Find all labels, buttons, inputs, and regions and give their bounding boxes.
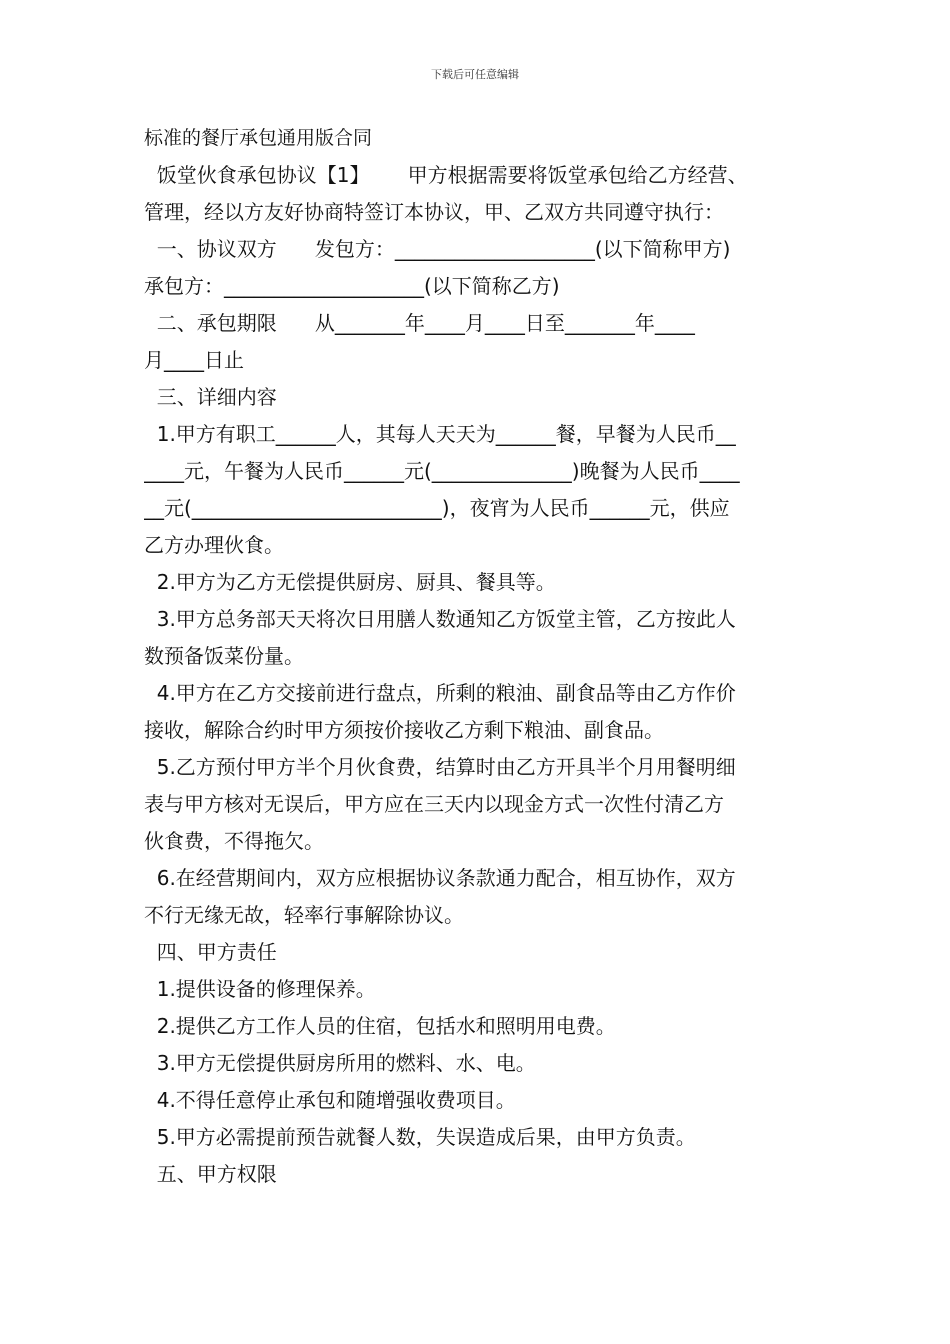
document-line: __元(_________________________)，夜宵为人民币______元，供应	[144, 496, 730, 520]
document-line: 饭堂伙食承包协议【1】 甲方根据需要将饭堂承包给乙方经营、	[144, 163, 748, 187]
section-heading: 五、甲方权限	[144, 1162, 277, 1186]
section-heading: 三、详细内容	[144, 385, 277, 409]
document-line: 接收，解除合约时甲方须按价接收乙方剩下粮油、副食品。	[144, 718, 664, 742]
document-line: 5.甲方必需提前预告就餐人数，失误造成后果，由甲方负责。	[144, 1125, 696, 1149]
document-line: 2.甲方为乙方无偿提供厨房、厨具、餐具等。	[144, 570, 556, 594]
document-line: 承包方：____________________(以下简称乙方)	[144, 274, 560, 298]
document-line: 1.提供设备的修理保养。	[144, 977, 376, 1001]
document-line: 6.在经营期间内，双方应根据协议条款通力配合，相互协作，双方	[144, 866, 736, 890]
document-line: 伙食费，不得拖欠。	[144, 829, 324, 853]
document-body	[144, 120, 814, 1193]
document-line: 月____日止	[144, 348, 244, 372]
document-line: 4.不得任意停止承包和随增强收费项目。	[144, 1088, 516, 1112]
document-title: 标准的餐厅承包通用版合同	[144, 127, 373, 149]
document-line: 3.甲方无偿提供厨房所用的燃料、水、电。	[144, 1051, 536, 1075]
section-heading: 四、甲方责任	[144, 940, 277, 964]
page-header-note: 下载后可任意编辑	[431, 68, 519, 81]
document-line: 1.甲方有职工______人，其每人天天为______餐，早餐为人民币__	[144, 422, 736, 446]
document-line: 数预备饭菜份量。	[144, 644, 304, 668]
document-line: 乙方办理伙食。	[144, 533, 284, 557]
document-line: 4.甲方在乙方交接前进行盘点，所剩的粮油、副食品等由乙方作价	[144, 681, 736, 705]
document-line: 2.提供乙方工作人员的住宿，包括水和照明用电费。	[144, 1014, 616, 1038]
document-line: 不行无缘无故，轻率行事解除协议。	[144, 903, 464, 927]
document-line: 5.乙方预付甲方半个月伙食费，结算时由乙方开具半个月用餐明细	[144, 755, 736, 779]
document-line: ____元，午餐为人民币______元(______________)晚餐为人民币____	[144, 459, 740, 483]
document-line: 一、协议双方 发包方：____________________(以下简称甲方)	[144, 237, 731, 261]
document-line: 3.甲方总务部天天将次日用膳人数通知乙方饭堂主管，乙方按此人	[144, 607, 736, 631]
document-line: 管理，经以方友好协商特签订本协议，甲、乙双方共同遵守执行：	[144, 200, 724, 224]
document-line: 表与甲方核对无误后，甲方应在三天内以现金方式一次性付清乙方	[144, 792, 724, 816]
document-line: 二、承包期限 从_______年____月____日至_______年____	[144, 311, 695, 335]
